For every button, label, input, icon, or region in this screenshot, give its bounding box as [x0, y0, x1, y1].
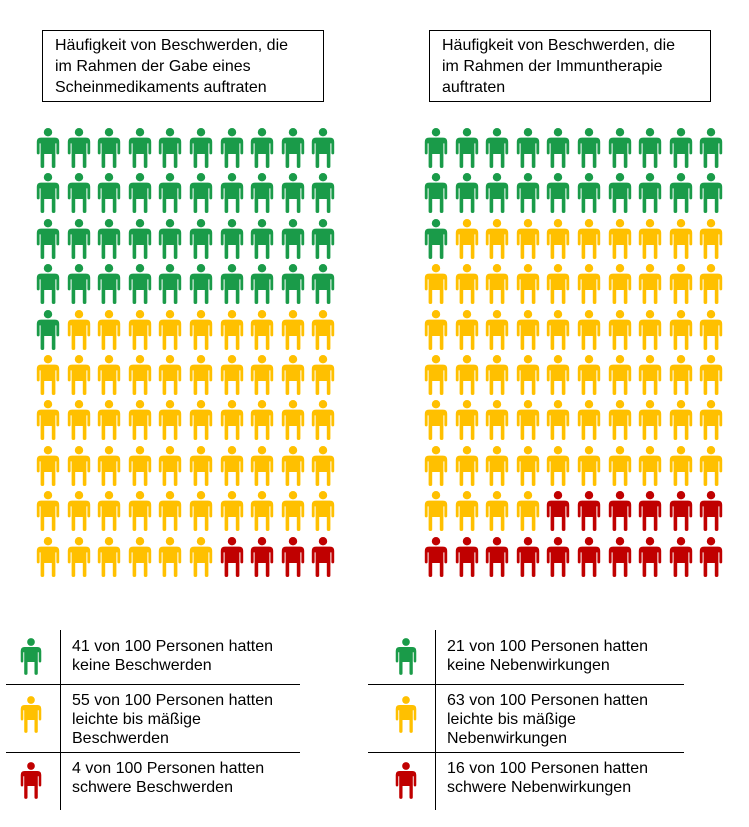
person-icon: [546, 264, 570, 309]
person-icon: [189, 128, 213, 173]
person-icon: [128, 264, 152, 309]
person-icon: [455, 355, 479, 400]
person-icon: [189, 491, 213, 536]
person-icon: [577, 491, 601, 536]
person-icon: [67, 355, 91, 400]
person-icon: [424, 310, 448, 355]
person-icon: [577, 355, 601, 400]
person-icon: [577, 219, 601, 264]
person-icon: [36, 537, 60, 582]
person-icon: [67, 173, 91, 218]
person-icon: [158, 400, 182, 445]
person-icon: [516, 310, 540, 355]
person-icon: [516, 446, 540, 491]
person-icon: [128, 173, 152, 218]
title-line: auftraten: [442, 79, 506, 96]
person-icon: [189, 264, 213, 309]
legend-row-severe: [6, 752, 300, 810]
person-icon: [669, 264, 693, 309]
person-icon: [424, 219, 448, 264]
person-icon: [608, 400, 632, 445]
person-icon: [516, 400, 540, 445]
person-icon: [424, 400, 448, 445]
person-icon: [97, 219, 121, 264]
person-icon: [67, 128, 91, 173]
person-icon: [546, 173, 570, 218]
legend-immuno: [368, 630, 684, 810]
person-icon: [699, 173, 723, 218]
pictogram-grid-immuno: [424, 128, 730, 583]
person-icon: [608, 491, 632, 536]
person-icon: [424, 264, 448, 309]
person-icon: [36, 446, 60, 491]
person-icon: [67, 446, 91, 491]
person-icon: [638, 537, 662, 582]
person-icon: [485, 491, 509, 536]
person-icon: [669, 219, 693, 264]
person-icon: [158, 310, 182, 355]
person-icon: [189, 219, 213, 264]
person-icon: [455, 491, 479, 536]
person-icon: [669, 537, 693, 582]
person-icon: [158, 264, 182, 309]
person-icon: [189, 537, 213, 582]
person-icon: [516, 173, 540, 218]
person-icon: [220, 264, 244, 309]
person-icon: [608, 537, 632, 582]
person-icon: [546, 355, 570, 400]
person-icon: [699, 400, 723, 445]
person-icon: [608, 173, 632, 218]
person-icon: [281, 264, 305, 309]
person-icon: [220, 446, 244, 491]
person-icon: [638, 355, 662, 400]
person-icon: [516, 128, 540, 173]
person-icon: [158, 128, 182, 173]
person-icon: [546, 219, 570, 264]
person-icon: [220, 310, 244, 355]
person-icon: [577, 173, 601, 218]
person-icon: [577, 264, 601, 309]
person-icon: [638, 491, 662, 536]
person-icon: [424, 446, 448, 491]
title-line: Scheinmedikaments auftraten: [55, 79, 267, 96]
pictogram-grid-placebo: [36, 128, 342, 583]
person-icon: [485, 173, 509, 218]
person-icon: [546, 491, 570, 536]
person-icon: [67, 400, 91, 445]
person-icon: [36, 355, 60, 400]
person-icon: [97, 264, 121, 309]
legend-row-mild: [368, 684, 684, 752]
person-icon: [546, 537, 570, 582]
person-icon: [128, 355, 152, 400]
person-icon: [669, 446, 693, 491]
person-icon: [67, 219, 91, 264]
person-icon: [281, 128, 305, 173]
person-icon: [311, 219, 335, 264]
legend-text: 63 von 100 Personen hatten leichte bis mäßige Nebenwirkungen: [447, 692, 649, 747]
person-icon: [699, 264, 723, 309]
person-icon: [189, 400, 213, 445]
person-icon: [638, 446, 662, 491]
legend-placebo: [6, 630, 300, 810]
person-icon: [128, 128, 152, 173]
person-icon: [158, 491, 182, 536]
person-icon: [608, 310, 632, 355]
person-icon: [281, 219, 305, 264]
person-icon: [485, 264, 509, 309]
person-icon: [455, 173, 479, 218]
person-icon: [97, 128, 121, 173]
person-icon: [311, 355, 335, 400]
person-icon: [281, 537, 305, 582]
person-icon: [20, 638, 42, 680]
person-icon: [669, 400, 693, 445]
person-icon: [20, 762, 42, 804]
person-icon: [281, 446, 305, 491]
person-icon: [669, 128, 693, 173]
person-icon: [250, 173, 274, 218]
person-icon: [97, 537, 121, 582]
legend-row-severe: [368, 752, 684, 810]
person-icon: [311, 310, 335, 355]
person-icon: [485, 537, 509, 582]
person-icon: [36, 400, 60, 445]
person-icon: [669, 355, 693, 400]
person-icon: [424, 173, 448, 218]
person-icon: [546, 400, 570, 445]
person-icon: [638, 264, 662, 309]
person-icon: [250, 219, 274, 264]
person-icon: [485, 128, 509, 173]
person-icon: [220, 355, 244, 400]
person-icon: [638, 400, 662, 445]
legend-text: 16 von 100 Personen hatten schwere Nebenwirkungen: [447, 760, 649, 796]
person-icon: [485, 310, 509, 355]
person-icon: [128, 537, 152, 582]
person-icon: [250, 355, 274, 400]
person-icon: [699, 537, 723, 582]
person-icon: [311, 264, 335, 309]
person-icon: [455, 264, 479, 309]
person-icon: [220, 537, 244, 582]
person-icon: [36, 128, 60, 173]
person-icon: [36, 173, 60, 218]
person-icon: [455, 537, 479, 582]
person-icon: [220, 400, 244, 445]
person-icon: [67, 264, 91, 309]
person-icon: [424, 491, 448, 536]
person-icon: [220, 173, 244, 218]
legend-text: 21 von 100 Personen hatten keine Nebenwirkungen: [447, 638, 649, 674]
person-icon: [455, 128, 479, 173]
person-icon: [281, 400, 305, 445]
person-icon: [424, 128, 448, 173]
person-icon: [250, 537, 274, 582]
person-icon: [97, 400, 121, 445]
title-box-immuno: [429, 30, 711, 102]
person-icon: [311, 128, 335, 173]
person-icon: [189, 173, 213, 218]
person-icon: [699, 446, 723, 491]
person-icon: [577, 537, 601, 582]
title-line: im Rahmen der Immuntherapie: [442, 58, 663, 75]
person-icon: [281, 310, 305, 355]
person-icon: [669, 310, 693, 355]
person-icon: [189, 446, 213, 491]
person-icon: [699, 219, 723, 264]
person-icon: [395, 696, 417, 738]
person-icon: [67, 310, 91, 355]
person-icon: [577, 310, 601, 355]
person-icon: [455, 400, 479, 445]
person-icon: [220, 219, 244, 264]
title-line: Häufigkeit von Beschwerden, die: [442, 37, 676, 54]
person-icon: [516, 491, 540, 536]
person-icon: [311, 491, 335, 536]
person-icon: [455, 310, 479, 355]
person-icon: [485, 400, 509, 445]
title-box-placebo: [42, 30, 324, 102]
person-icon: [158, 219, 182, 264]
person-icon: [128, 400, 152, 445]
person-icon: [699, 491, 723, 536]
person-icon: [608, 264, 632, 309]
person-icon: [36, 219, 60, 264]
person-icon: [577, 400, 601, 445]
person-icon: [546, 128, 570, 173]
person-icon: [250, 128, 274, 173]
person-icon: [395, 638, 417, 680]
person-icon: [608, 446, 632, 491]
person-icon: [608, 355, 632, 400]
person-icon: [189, 310, 213, 355]
person-icon: [250, 264, 274, 309]
person-icon: [638, 173, 662, 218]
person-icon: [189, 355, 213, 400]
person-icon: [516, 219, 540, 264]
legend-row-mild: [6, 684, 300, 752]
person-icon: [36, 491, 60, 536]
person-icon: [395, 762, 417, 804]
person-icon: [669, 491, 693, 536]
person-icon: [250, 400, 274, 445]
person-icon: [516, 537, 540, 582]
person-icon: [20, 696, 42, 738]
person-icon: [250, 446, 274, 491]
person-icon: [699, 310, 723, 355]
person-icon: [608, 128, 632, 173]
person-icon: [546, 446, 570, 491]
person-icon: [97, 446, 121, 491]
person-icon: [638, 128, 662, 173]
person-icon: [36, 310, 60, 355]
person-icon: [455, 219, 479, 264]
person-icon: [220, 128, 244, 173]
person-icon: [311, 400, 335, 445]
person-icon: [485, 219, 509, 264]
legend-text: 4 von 100 Personen hatten schwere Beschwerden: [72, 760, 265, 796]
person-icon: [577, 128, 601, 173]
person-icon: [220, 491, 244, 536]
legend-text: 41 von 100 Personen hatten keine Beschwerden: [72, 638, 274, 674]
person-icon: [485, 446, 509, 491]
person-icon: [67, 491, 91, 536]
person-icon: [281, 355, 305, 400]
person-icon: [516, 355, 540, 400]
person-icon: [97, 355, 121, 400]
person-icon: [158, 446, 182, 491]
legend-text: 55 von 100 Personen hatten leichte bis mäßige Beschwerden: [72, 692, 274, 747]
person-icon: [577, 446, 601, 491]
title-line: im Rahmen der Gabe eines: [55, 58, 251, 75]
legend-row-none: [368, 630, 684, 684]
person-icon: [128, 446, 152, 491]
person-icon: [669, 173, 693, 218]
person-icon: [516, 264, 540, 309]
person-icon: [158, 355, 182, 400]
legend-row-none: [6, 630, 300, 684]
person-icon: [97, 491, 121, 536]
person-icon: [128, 491, 152, 536]
person-icon: [455, 446, 479, 491]
person-icon: [281, 491, 305, 536]
person-icon: [311, 173, 335, 218]
person-icon: [128, 219, 152, 264]
person-icon: [485, 355, 509, 400]
person-icon: [67, 537, 91, 582]
person-icon: [250, 310, 274, 355]
person-icon: [311, 446, 335, 491]
person-icon: [546, 310, 570, 355]
person-icon: [128, 310, 152, 355]
person-icon: [311, 537, 335, 582]
person-icon: [638, 310, 662, 355]
person-icon: [158, 537, 182, 582]
person-icon: [699, 355, 723, 400]
person-icon: [97, 173, 121, 218]
person-icon: [36, 264, 60, 309]
person-icon: [97, 310, 121, 355]
person-icon: [424, 537, 448, 582]
person-icon: [158, 173, 182, 218]
title-line: Häufigkeit von Beschwerden, die: [55, 37, 289, 54]
person-icon: [608, 219, 632, 264]
person-icon: [281, 173, 305, 218]
person-icon: [250, 491, 274, 536]
person-icon: [699, 128, 723, 173]
person-icon: [424, 355, 448, 400]
person-icon: [638, 219, 662, 264]
